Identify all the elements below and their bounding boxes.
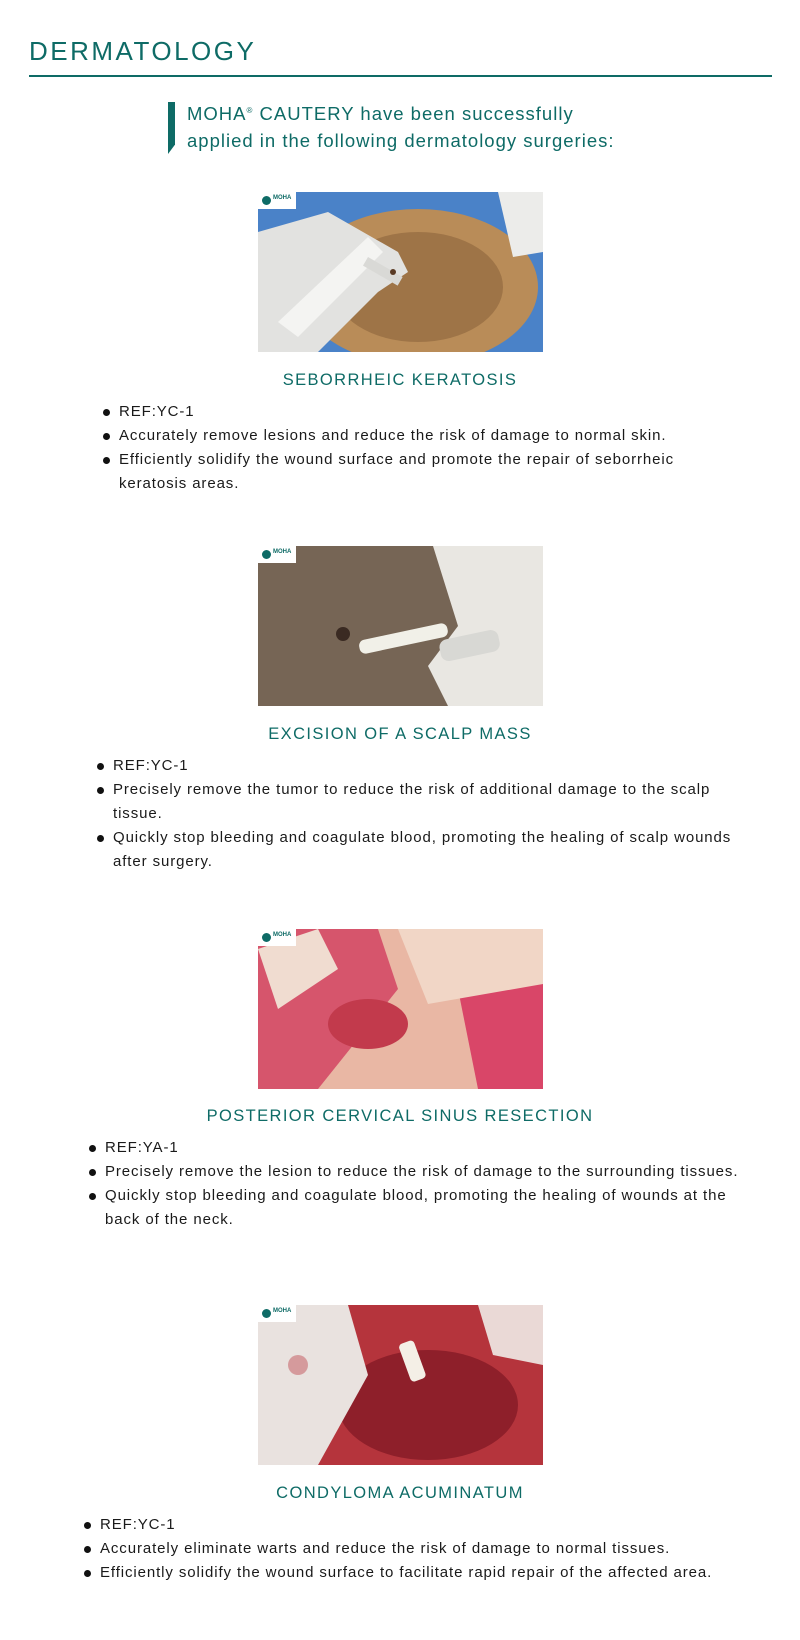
intro-line-2: applied in the following dermatology surgeries: (187, 130, 615, 151)
list-item: Efficiently solidify the wound surface and promote the repair of seborrheic keratosis areas. (100, 448, 730, 496)
section-title: SEBORRHEIC KERATOSIS (282, 371, 518, 389)
moha-logo-badge (258, 192, 296, 209)
section-title: POSTERIOR CERVICAL SINUS RESECTION (206, 1107, 594, 1125)
moha-logo-text: MOHA (273, 195, 292, 201)
moha-logo-text: MOHA (273, 549, 292, 555)
list-item: REF:YC-1 (100, 400, 730, 424)
moha-logo-badge (258, 929, 296, 946)
list-item: Efficiently solidify the wound surface to facilitate rapid repair of the affected area. (81, 1561, 741, 1585)
moha-logo-badge (258, 546, 296, 563)
bullet-list (100, 400, 730, 496)
list-item: Precisely remove the tumor to reduce the risk of additional damage to the scalp tissue. (94, 778, 734, 826)
list-item: REF:YC-1 (81, 1513, 741, 1537)
title-divider (29, 75, 772, 77)
section-title: CONDYLOMA ACUMINATUM (276, 1484, 524, 1502)
list-item: Accurately remove lesions and reduce the risk of damage to normal skin. (100, 424, 730, 448)
intro-accent-bar (168, 102, 175, 154)
list-item: Quickly stop bleeding and coagulate blood, promoting the healing of scalp wounds after surgery. (94, 826, 734, 874)
moha-logo-icon (262, 550, 271, 559)
surgery-photo-condyloma (258, 1305, 543, 1465)
list-item: REF:YA-1 (86, 1136, 746, 1160)
page-title: DERMATOLOGY (29, 36, 257, 66)
brand-name: MOHA (187, 103, 247, 124)
moha-logo-badge (258, 1305, 296, 1322)
intro-line-1: CAUTERY have been successfully (253, 103, 574, 124)
bullet-list (94, 754, 734, 874)
list-item: REF:YC-1 (94, 754, 734, 778)
moha-logo-icon (262, 196, 271, 205)
list-item: Quickly stop bleeding and coagulate blood, promoting the healing of wounds at the back of the neck. (86, 1184, 746, 1232)
registered-mark: ® (246, 105, 254, 115)
moha-logo-icon (262, 933, 271, 942)
surgery-photo-cervical-sinus (258, 929, 543, 1089)
list-item: Accurately eliminate warts and reduce the risk of damage to normal tissues. (81, 1537, 741, 1561)
moha-logo-text: MOHA (273, 932, 292, 938)
surgery-photo-seborrheic-keratosis (258, 192, 543, 352)
list-item: Precisely remove the lesion to reduce the risk of damage to the surrounding tissues. (86, 1160, 746, 1184)
intro-text (187, 100, 615, 154)
bullet-list (86, 1136, 746, 1232)
moha-logo-text: MOHA (273, 1308, 292, 1314)
section-title: EXCISION OF A SCALP MASS (268, 725, 532, 743)
moha-logo-icon (262, 1309, 271, 1318)
surgery-photo-scalp-mass (258, 546, 543, 706)
bullet-list (81, 1513, 741, 1585)
